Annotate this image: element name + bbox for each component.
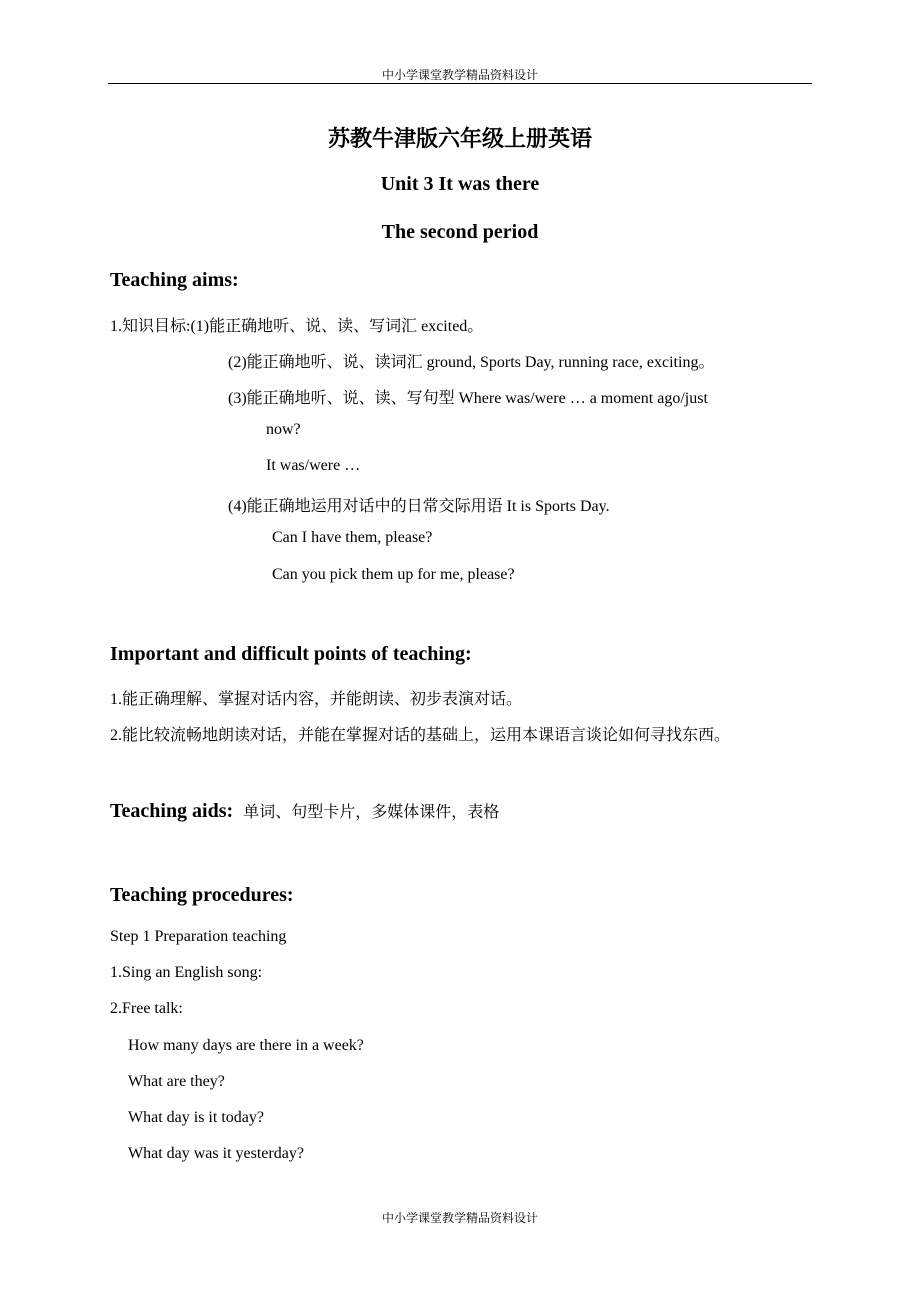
page-header: 中小学课堂教学精品资料设计 bbox=[381, 68, 538, 82]
points-heading: Important and difficult points of teaching: bbox=[110, 643, 472, 665]
aims-line: now? bbox=[266, 421, 301, 438]
document-title: 苏教牛津版六年级上册英语 bbox=[327, 126, 592, 151]
header-rule bbox=[108, 83, 812, 84]
procedure-line: 1.Sing an English song: bbox=[110, 964, 263, 981]
aims-line: (3)能正确地听、说、读、写句型 Where was/were … a moment ago/just bbox=[228, 390, 708, 407]
procedure-line: 2.Free talk: bbox=[110, 1000, 183, 1017]
aims-line: (4)能正确地运用对话中的日常交际用语 It is Sports Day. bbox=[228, 498, 610, 515]
aids-heading: Teaching aids: bbox=[110, 800, 234, 822]
procedure-line: Step 1 Preparation teaching bbox=[110, 928, 287, 945]
procedure-line: What day is it today? bbox=[128, 1109, 264, 1126]
aims-line: (2)能正确地听、说、读词汇 ground, Sports Day, running race, exciting。 bbox=[228, 354, 715, 371]
procedure-line: What day was it yesterday? bbox=[128, 1145, 304, 1162]
aids-text: 单词、句型卡片，多媒体课件，表格 bbox=[243, 804, 500, 821]
page-footer: 中小学课堂教学精品资料设计 bbox=[381, 1211, 538, 1225]
procedure-line: How many days are there in a week? bbox=[128, 1037, 364, 1054]
aims-line: 1.知识目标:(1)能正确地听、说、读、写词汇 excited。 bbox=[110, 318, 484, 335]
procedure-line: What are they? bbox=[128, 1073, 225, 1090]
points-line: 2.能比较流畅地朗读对话，并能在掌握对话的基础上，运用本课语言谈论如何寻找东西。 bbox=[110, 727, 731, 744]
aims-line: Can you pick them up for me, please? bbox=[272, 566, 515, 583]
unit-title: Unit 3 It was there bbox=[380, 173, 540, 195]
aids-line bbox=[110, 799, 499, 823]
procedures-heading: Teaching procedures: bbox=[110, 884, 294, 906]
points-line: 1.能正确理解、掌握对话内容，并能朗读、初步表演对话。 bbox=[110, 691, 523, 708]
period-title: The second period bbox=[381, 221, 539, 243]
aims-line: Can I have them, please? bbox=[272, 529, 433, 546]
aims-heading: Teaching aims: bbox=[110, 269, 239, 291]
aims-line: It was/were … bbox=[266, 457, 361, 474]
